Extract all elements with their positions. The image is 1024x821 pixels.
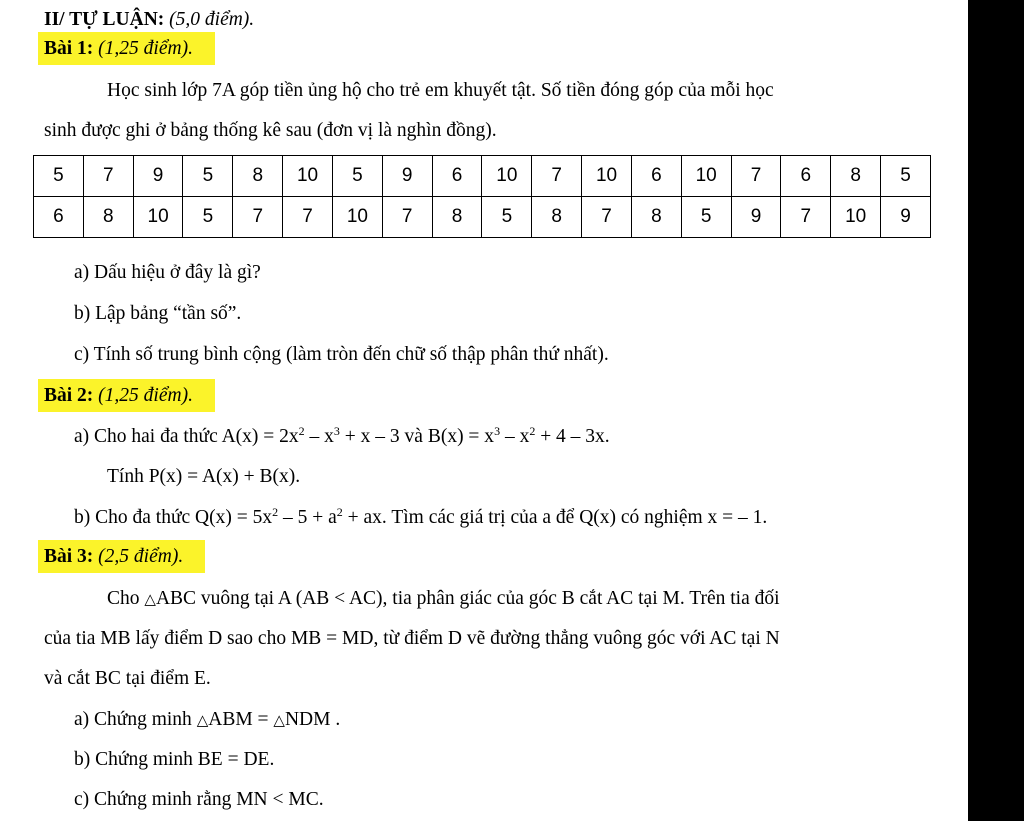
table-cell: 7 xyxy=(382,197,432,238)
table-cell: 5 xyxy=(183,156,233,197)
section-points: (5,0 điểm). xyxy=(169,9,255,30)
bai2-label: Bài 2: xyxy=(44,385,94,406)
table-cell: 9 xyxy=(382,156,432,197)
bai3-line1-c: vuông tại A (AB < AC), tia phân giác của góc B cắt AC tại M. Trên tia đối xyxy=(196,588,780,609)
bai2-question-b xyxy=(74,506,767,530)
bai3-question-a xyxy=(74,708,340,732)
bai1-question-c: c) Tính số trung bình cộng (làm tròn đến chữ số thập phân thứ nhất). xyxy=(74,344,609,365)
bai3-label: Bài 3: xyxy=(44,546,94,567)
conjunction: và xyxy=(399,426,428,447)
bai3-question-c: c) Chứng minh rằng MN < MC. xyxy=(74,789,324,810)
exponent: 2 xyxy=(336,505,343,519)
table-cell: 8 xyxy=(432,197,482,238)
bai3-a-t2: NDM . xyxy=(284,709,341,730)
bai1-label: Bài 1: xyxy=(44,38,94,59)
table-cell: 5 xyxy=(482,197,532,238)
bai2-a-prefix: a) Cho hai đa thức xyxy=(74,426,222,447)
triangle-symbol: △ xyxy=(144,590,156,608)
exponent: 3 xyxy=(494,424,501,438)
exponent: 2 xyxy=(298,424,305,438)
bai3-a-t1: ABM = xyxy=(208,709,274,730)
bai2-highlight xyxy=(38,379,215,412)
bai3-line1 xyxy=(107,587,780,611)
table-cell: 6 xyxy=(781,156,831,197)
table-cell: 10 xyxy=(681,156,731,197)
table-cell: 10 xyxy=(283,156,333,197)
triangle-symbol: △ xyxy=(196,711,209,729)
table-cell: 9 xyxy=(731,197,781,238)
table-cell: 7 xyxy=(233,197,283,238)
triangle-symbol: △ xyxy=(273,711,285,729)
table-cell: 5 xyxy=(681,197,731,238)
bai1-question-b: b) Lập bảng “tần số”. xyxy=(74,303,242,324)
section-heading xyxy=(44,8,254,32)
poly-b-part3: + 4 – 3x. xyxy=(535,426,610,447)
bai1-question-a: a) Dấu hiệu ở đây là gì? xyxy=(74,262,261,283)
table-cell: 8 xyxy=(233,156,283,197)
bai3-question-b: b) Chứng minh BE = DE. xyxy=(74,749,275,770)
table-cell: 5 xyxy=(34,156,84,197)
table-cell: 8 xyxy=(831,156,881,197)
table-cell: 7 xyxy=(83,156,133,197)
poly-q-part2: – 5 + a xyxy=(278,507,337,528)
bai1-intro-line2: sinh được ghi ở bảng thống kê sau (đơn vị là nghìn đồng). xyxy=(44,120,497,141)
table-cell: 7 xyxy=(731,156,781,197)
poly-b-part1: B(x) = x xyxy=(427,426,495,447)
bai2-question-a-line2: Tính P(x) = A(x) + B(x). xyxy=(107,466,301,487)
table-row xyxy=(34,156,931,197)
table-cell: 10 xyxy=(133,197,183,238)
bai3-a-prefix: a) Chứng minh xyxy=(74,709,197,730)
bai2-heading xyxy=(44,384,215,408)
table-cell: 6 xyxy=(34,197,84,238)
bai2-b-prefix: b) Cho đa thức xyxy=(74,507,196,528)
exponent: 2 xyxy=(529,424,536,438)
table-cell: 8 xyxy=(532,197,582,238)
bai3-line1-b: ABC xyxy=(155,588,197,609)
bai1-highlight xyxy=(38,32,215,65)
poly-a-part1: A(x) = 2x xyxy=(221,426,299,447)
poly-q-part1: Q(x) = 5x xyxy=(195,507,273,528)
table-cell: 10 xyxy=(332,197,382,238)
bai1-intro-line1: Học sinh lớp 7A góp tiền ủng hộ cho trẻ em khuyết tật. Số tiền đóng góp của mỗi học xyxy=(107,80,774,101)
bai3-line1-a: Cho xyxy=(107,588,145,609)
table-cell: 8 xyxy=(631,197,681,238)
bai3-heading xyxy=(44,545,205,569)
bai2-question-a xyxy=(74,425,610,449)
table-cell: 7 xyxy=(283,197,333,238)
bai3-line2: của tia MB lấy điểm D sao cho MB = MD, từ điểm D vẽ đường thẳng vuông góc với AC tại N xyxy=(44,628,780,649)
poly-a-part2: – x xyxy=(304,426,334,447)
table-cell: 5 xyxy=(332,156,382,197)
section-prefix: II/ TỰ LUẬN: xyxy=(44,9,165,30)
table-cell: 9 xyxy=(881,197,931,238)
bai3-highlight xyxy=(38,540,205,573)
table-cell: 9 xyxy=(133,156,183,197)
table-cell: 7 xyxy=(532,156,582,197)
table-cell: 8 xyxy=(83,197,133,238)
table-row xyxy=(34,197,931,238)
statistics-table xyxy=(33,155,931,238)
bai3-points: (2,5 điểm). xyxy=(98,546,184,567)
exponent: 3 xyxy=(333,424,340,438)
table-cell: 10 xyxy=(582,156,632,197)
table-cell: 6 xyxy=(432,156,482,197)
poly-a-part3: + x – 3 xyxy=(339,426,400,447)
bai1-heading xyxy=(44,37,215,61)
bai2-b-rest: Tìm các giá trị của a để Q(x) có nghiệm x = – 1. xyxy=(386,507,768,528)
table-cell: 10 xyxy=(831,197,881,238)
table-cell: 6 xyxy=(631,156,681,197)
exponent: 2 xyxy=(272,505,279,519)
bai1-points: (1,25 điểm). xyxy=(98,38,193,59)
table-cell: 7 xyxy=(582,197,632,238)
bai3-line3: và cắt BC tại điểm E. xyxy=(44,668,211,689)
poly-b-part2: – x xyxy=(500,426,530,447)
table-cell: 5 xyxy=(183,197,233,238)
table-cell: 10 xyxy=(482,156,532,197)
poly-q-part3: + ax. xyxy=(342,507,387,528)
table-cell: 7 xyxy=(781,197,831,238)
table-cell: 5 xyxy=(881,156,931,197)
bai2-points: (1,25 điểm). xyxy=(98,385,193,406)
